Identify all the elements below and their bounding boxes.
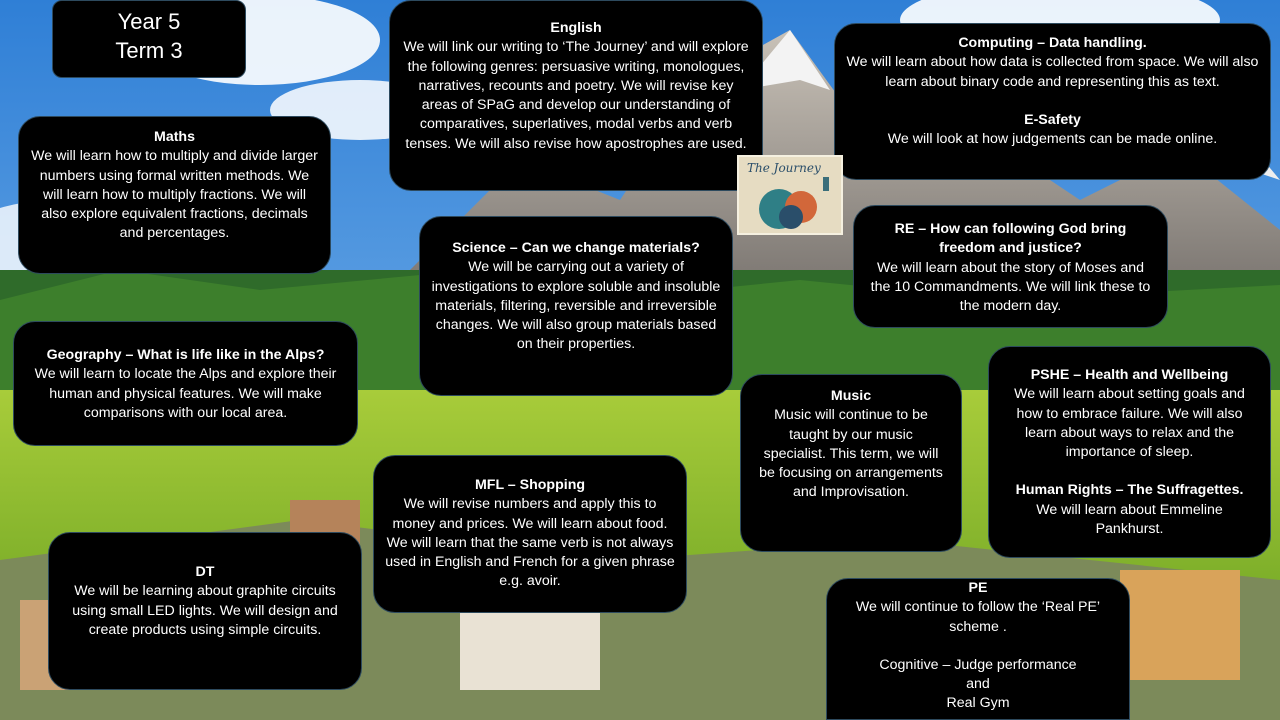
esafety-body: We will look at how judgements can be made online.: [887, 131, 1218, 148]
computing-box: [834, 23, 1271, 180]
title-box: [52, 0, 246, 78]
maths-heading: Maths: [154, 129, 195, 145]
english-body: We will link our writing to ‘The Journey’ and will explore the following genres: persuasive writing, monologues, narratives, recounts and poetry. We will revise key areas of SPaG and develop our understanding of comparatives, superlatives, modal verbs and verb tenses. We will also revise how apostrophes are used.: [403, 39, 749, 152]
dt-heading: DT: [195, 564, 215, 580]
music-body: Music will continue to be taught by our music specialist. This term, we will be focusing on arrangements and Improvisation.: [759, 407, 943, 501]
music-box: [740, 374, 962, 552]
maths-body: We will learn how to multiply and divide larger numbers using formal written methods. We will learn how to multiply fractions. We will also explore equivalent fractions, decimals and percentages.: [31, 148, 318, 242]
re-heading: RE – How can following God bring freedom and justice?: [894, 221, 1127, 257]
maths-box: [18, 116, 331, 274]
geography-heading: Geography – What is life like in the Alps?: [46, 347, 325, 363]
pe-body: We will continue to follow the ‘Real PE’ scheme .: [855, 599, 1101, 635]
english-box: [389, 0, 763, 191]
pe-cognitive: Cognitive – Judge performance: [879, 656, 1077, 673]
mfl-box: [373, 455, 687, 613]
science-box: [419, 216, 733, 396]
title-term: Term 3: [115, 38, 183, 63]
the-journey-book-cover-image: [737, 155, 843, 235]
computing-body: We will learn about how data is collected from space. We will also learn about binary code and representing this as text.: [846, 54, 1259, 90]
dt-box: [48, 532, 362, 690]
re-box: [853, 205, 1168, 328]
mfl-heading: MFL – Shopping: [474, 477, 586, 493]
music-heading: Music: [830, 388, 872, 404]
book-title: The Journey: [747, 161, 821, 175]
human-rights-body: We will learn about Emmeline Pankhurst.: [1036, 501, 1223, 538]
pe-real-gym: Real Gym: [946, 695, 1010, 712]
english-heading: English: [550, 20, 602, 36]
science-body: We will be carrying out a variety of investigations to explore soluble and insoluble materials, filtering, reversible and irreversible changes. We will also group materials based on their properties.: [431, 259, 721, 353]
pe-heading: PE: [968, 580, 988, 596]
geography-box: [13, 321, 358, 446]
computing-heading: Computing – Data handling.: [958, 35, 1147, 51]
pe-and: and: [966, 676, 990, 693]
geography-body: We will learn to locate the Alps and explore their human and physical features. We will make comparisons with our local area.: [34, 366, 337, 421]
science-heading: Science – Can we change materials?: [452, 240, 700, 256]
pe-box: [826, 578, 1130, 720]
dt-body: We will be learning about graphite circuits using small LED lights. We will design and create products using simple circuits.: [72, 583, 338, 638]
title-year: Year 5: [117, 9, 181, 34]
re-body: We will learn about the story of Moses and the 10 Commandments. We will link these to the modern day.: [870, 259, 1151, 315]
esafety-heading: E-Safety: [1024, 111, 1081, 128]
pshe-heading: PSHE – Health and Wellbeing: [1030, 367, 1229, 383]
pshe-body: We will learn about setting goals and how to embrace failure. We will also learn about ways to relax and the importance of sleep.: [1014, 386, 1245, 461]
pshe-box: [988, 346, 1271, 558]
mfl-body: We will revise numbers and apply this to money and prices. We will learn about food. We will learn that the same verb is not always used in English and French for a given phrase e.g. avoir.: [385, 496, 675, 590]
human-rights-heading: Human Rights – The Suffragettes.: [1015, 482, 1244, 499]
